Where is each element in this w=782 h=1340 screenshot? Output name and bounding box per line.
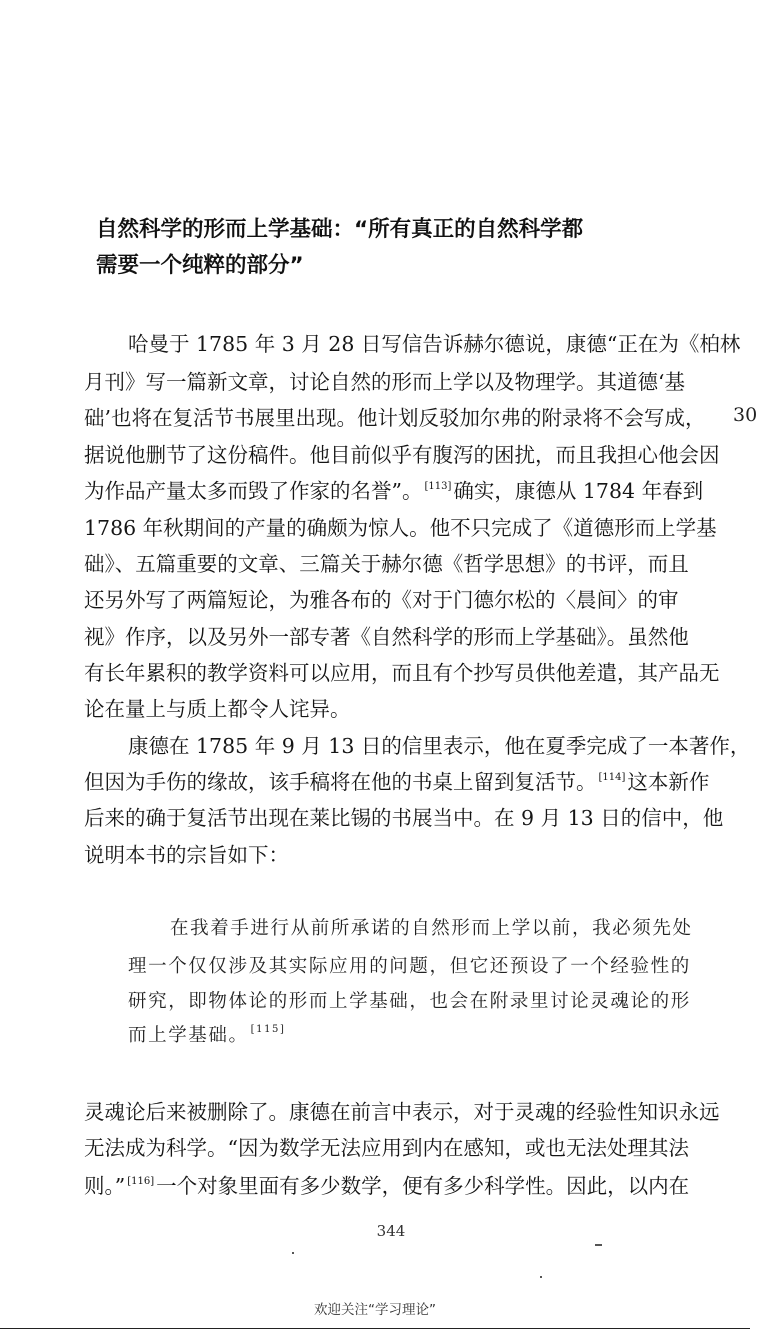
body-line: 哈曼于 1785 年 3 月 28 日写信告诉赫尔德说，康德“正在为《柏林 bbox=[128, 332, 741, 356]
footer-watermark-text: 欢迎关注“学习理论” bbox=[314, 1302, 436, 1318]
section-heading bbox=[96, 212, 696, 284]
body-line: 灵魂论后来被删除了。康德在前言中表示，对于灵魂的经验性知识永远 bbox=[84, 1100, 720, 1124]
body-line: 有长年累积的教学资料可以应用，而且有个抄写员供他差遣，其产品无 bbox=[84, 661, 720, 685]
body-text: 一个对象里面有多少数学，便有多少科学性。因此，以内在 bbox=[156, 1174, 690, 1198]
body-text: 但因为手伤的缘故，该手稿将在他的书桌上留到复活节。 bbox=[84, 770, 597, 794]
body-line: 无法成为科学。“因为数学无法应用到内在感知，或也无法处理其法 bbox=[84, 1136, 689, 1160]
body-line bbox=[84, 1171, 689, 1201]
body-line bbox=[84, 767, 709, 797]
body-line: 论在量上与质上都令人诧异。 bbox=[84, 697, 351, 721]
body-line: 康德在 1785 年 9 月 13 日的信里表示，他在夏季完成了一本著作， bbox=[128, 734, 751, 758]
quote-line: 在我着手进行从前所承诺的自然形而上学以前，我必须先处 bbox=[170, 918, 693, 939]
scan-speck bbox=[540, 1276, 542, 1278]
body-line: 础’也将在复活节书展里出现。他计划反驳加尔弗的附录将不会写成， bbox=[84, 406, 706, 430]
body-line: 还另外写了两篇短论，为雅各布的《对于门德尔松的〈晨间〉的审 bbox=[84, 588, 679, 612]
body-text: 为作品产量太多而毁了作家的名誉”。 bbox=[84, 479, 423, 503]
body-line: 月刊》写一篇新文章，讨论自然的形而上学以及物理学。其道德‘基 bbox=[84, 370, 686, 394]
body-line: 视》作序，以及另外一部专著《自然科学的形而上学基础》。虽然他 bbox=[84, 625, 689, 649]
quote-line: 理一个仅仅涉及其实际应用的问题，但它还预设了一个经验性的 bbox=[128, 956, 691, 977]
quote-line bbox=[128, 1022, 288, 1050]
body-line: 据说他删节了这份稿件。他目前似乎有腹泻的困扰，而且我担心他会因 bbox=[84, 443, 720, 467]
footnote-ref: [115] bbox=[250, 1024, 286, 1035]
footnote-ref: [114] bbox=[598, 772, 626, 783]
body-line: 后来的确于复活节出现在莱比锡的书展当中。在 9 月 13 日的信中，他 bbox=[84, 806, 724, 830]
page-number: 344 bbox=[376, 1222, 406, 1240]
scan-speck bbox=[595, 1244, 602, 1246]
body-line: 础》、五篇重要的文章、三篇关于赫尔德《哲学思想》的书评，而且 bbox=[84, 552, 689, 576]
body-line bbox=[84, 476, 703, 506]
quote-line: 研究，即物体论的形而上学基础，也会在附录里讨论灵魂论的形 bbox=[128, 991, 691, 1012]
scan-speck bbox=[292, 1252, 294, 1254]
body-line: 1786 年秋期间的产量的确颇为惊人。他不只完成了《道德形而上学基 bbox=[84, 516, 717, 540]
footnote-ref: [113] bbox=[424, 481, 452, 492]
quote-text: 而上学基础。 bbox=[128, 1025, 249, 1046]
body-text: 则。” bbox=[84, 1174, 126, 1198]
heading-line-2: 需要一个纯粹的部分” bbox=[96, 253, 304, 278]
body-text: 这本新作 bbox=[627, 770, 710, 794]
margin-page-number: 30 bbox=[733, 404, 758, 426]
body-text: 确实，康德从 1784 年春到 bbox=[453, 479, 704, 503]
footnote-ref: [116] bbox=[127, 1176, 155, 1187]
body-line: 说明本书的宗旨如下： bbox=[84, 843, 289, 867]
bottom-rule bbox=[0, 1328, 750, 1329]
heading-line-1: 自然科学的形而上学基础：“所有真正的自然科学都 bbox=[96, 217, 584, 242]
